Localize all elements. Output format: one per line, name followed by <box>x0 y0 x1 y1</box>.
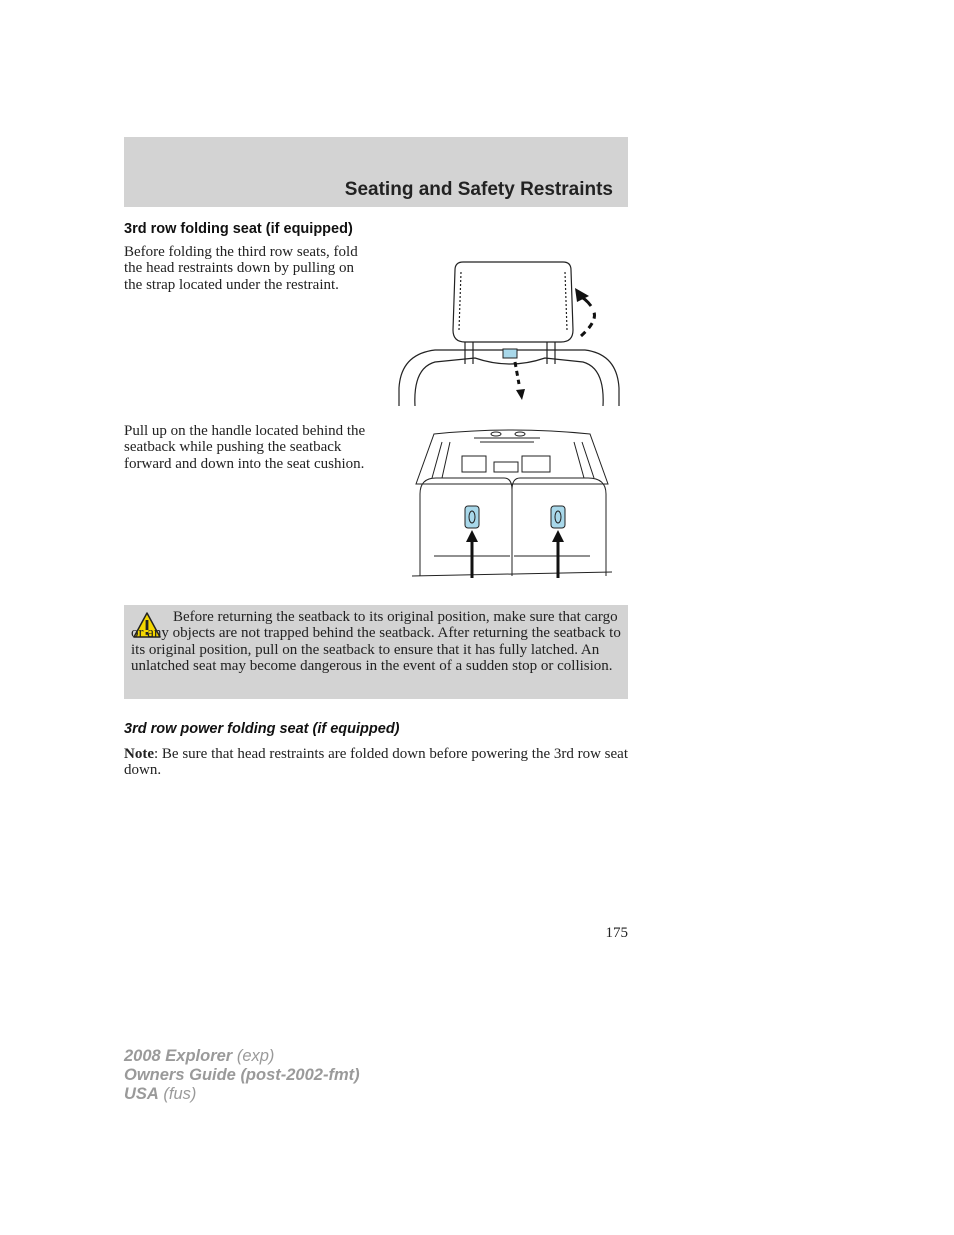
up-arrow-right-icon <box>552 530 564 542</box>
up-arrow-left-icon <box>466 530 478 542</box>
seatback-handles-illustration <box>412 428 612 580</box>
right-seat-handle <box>551 506 565 528</box>
footer <box>124 1047 360 1104</box>
paragraph-head-restraint: Before folding the third row seats, fold the head restraints down by pulling on the strap located under the restraint. <box>124 244 358 293</box>
note-label: Note <box>124 746 154 762</box>
section-heading-folding-seat: 3rd row folding seat (if equipped) <box>124 221 353 237</box>
warning-box <box>124 605 628 699</box>
note-text: : Be sure that head restraints are folded down before powering the 3rd row seat down. <box>124 746 629 779</box>
note-paragraph <box>124 746 628 779</box>
page-title: Seating and Safety Restraints <box>344 179 613 200</box>
footer-market: USA <box>124 1085 159 1103</box>
head-restraint-illustration <box>395 258 625 408</box>
footer-model-code: (exp) <box>232 1047 275 1065</box>
page-number: 175 <box>605 925 628 941</box>
section-heading-power-folding: 3rd row power folding seat (if equipped) <box>124 721 400 737</box>
left-seat-handle <box>465 506 479 528</box>
footer-market-code: (fus) <box>158 1085 197 1103</box>
header-band <box>124 137 628 207</box>
paragraph-seatback-handle: Pull up on the handle located behind the seatback while pushing the seatback forward and down into the seat cushion. <box>124 423 366 472</box>
footer-guide: Owners Guide (post-2002-fmt) <box>124 1066 360 1084</box>
footer-model: 2008 Explorer <box>124 1047 233 1065</box>
warning-text: Before returning the seatback to its original position, make sure that cargo or any objects are not trapped behind the seatback. After returning the seatback to its original position, pull on the seatback to ensure that it has fully latched. An unlatched seat may become dangerous in the event of a sudden stop or collision. <box>131 609 621 674</box>
down-arrow-icon <box>516 389 525 400</box>
strap-handle <box>503 349 517 358</box>
